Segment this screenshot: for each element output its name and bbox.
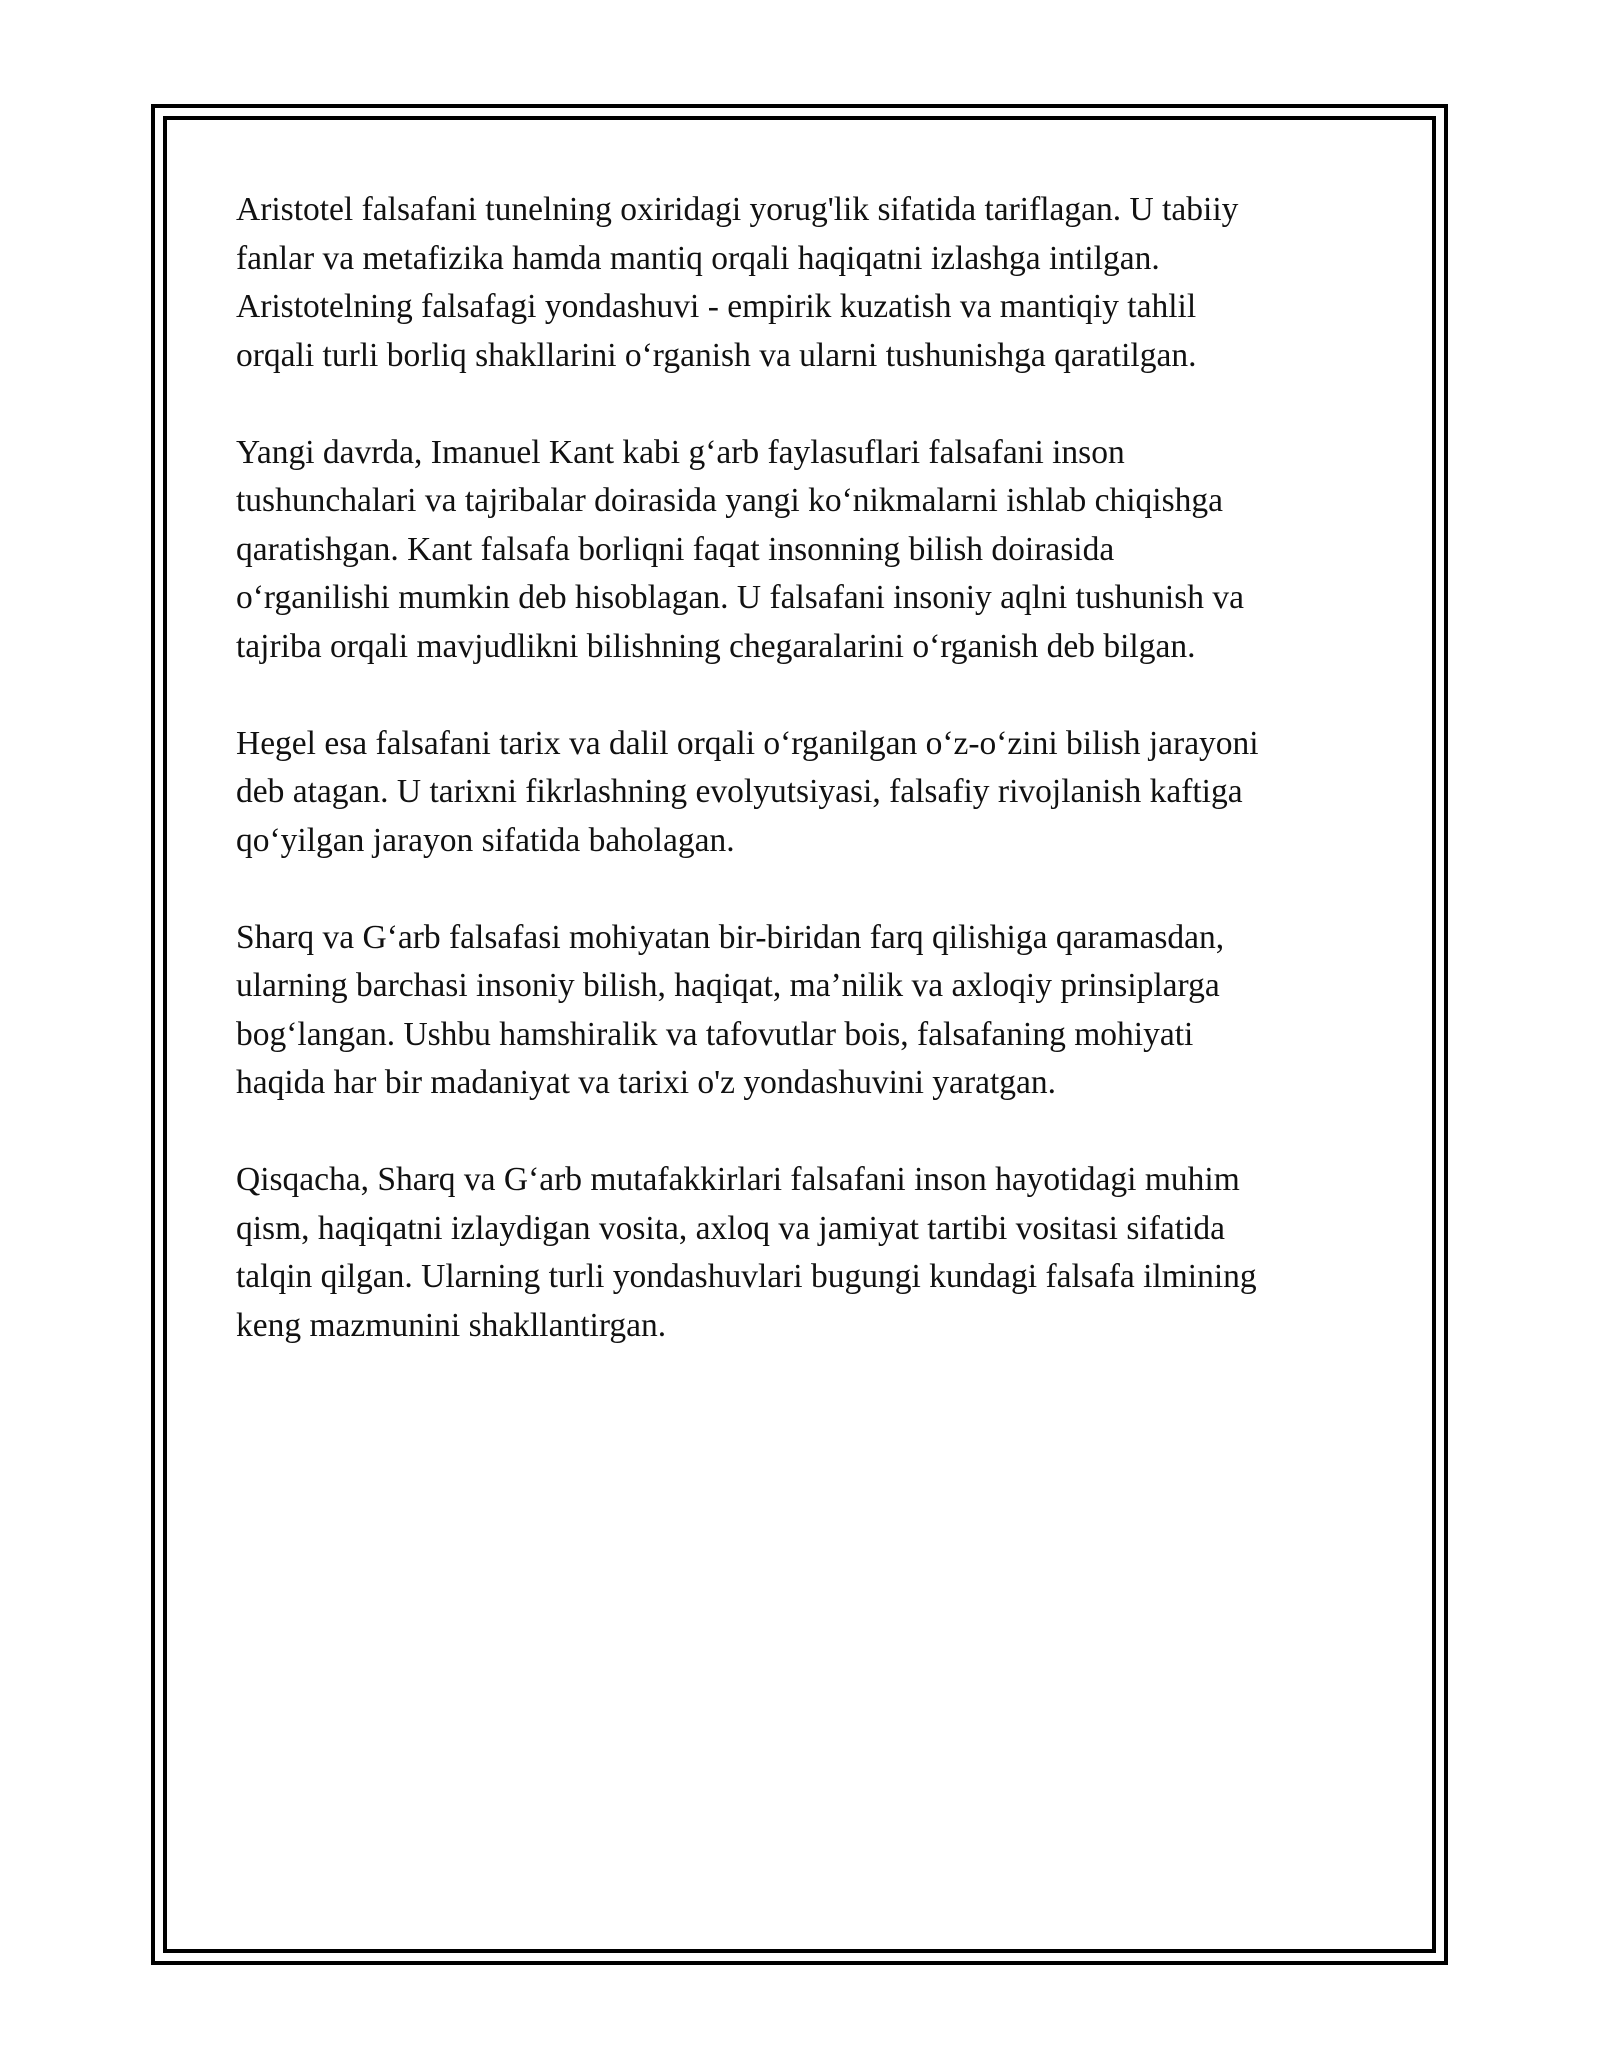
- text-line: o‘rganilishi mumkin deb hisoblagan. U falsafani insoniy aqlni tushunish va: [236, 579, 1244, 616]
- text-line: tushunchalari va tajribalar doirasida yangi ko‘nikmalarni ishlab chiqishga: [236, 482, 1224, 519]
- text-line: orqali turli borliq shakllarini o‘rganish va ularni tushunishga qaratilgan.: [236, 336, 1197, 374]
- text-line: bog‘langan. Ushbu hamshiralik va tafovutlar bois, falsafaning mohiyati: [236, 1015, 1194, 1053]
- text-line: Aristotelning falsafagi yondashuvi - empirik kuzatish va mantiqiy tahlil: [236, 288, 1197, 325]
- text-line: qaratishgan. Kant falsafa borliqni faqat insonning bilish doirasida: [236, 530, 1115, 568]
- text-line: qism, haqiqatni izlaydigan vosita, axloq va jamiyat tartibi vositasi sifatida: [236, 1209, 1225, 1247]
- text-line: fanlar va metafizika hamda mantiq orqali haqiqatni izlashga intilgan.: [236, 239, 1160, 277]
- document-body: [236, 186, 1366, 1399]
- text-line: ularning barchasi insoniy bilish, haqiqat, ma’nilik va axloqiy prinsiplarga: [236, 967, 1220, 1004]
- paragraph-hegel: [236, 720, 1366, 866]
- paragraph-aristotle: [236, 186, 1366, 380]
- text-line: qo‘yilgan jarayon sifatida baholagan.: [236, 821, 735, 859]
- paragraph-kant: [236, 429, 1366, 672]
- text-line: Yangi davrda, Imanuel Kant kabi g‘arb faylasuflari falsafani inson: [236, 433, 1125, 471]
- text-line: haqida har bir madaniyat va tarixi o'z yondashuvini yaratgan.: [236, 1064, 1056, 1101]
- text-line: deb atagan. U tarixni fikrlashning evolyutsiyasi, falsafiy rivojlanish kaftiga: [236, 773, 1243, 810]
- text-line: talqin qilgan. Ularning turli yondashuvlari bugungi kundagi falsafa ilmining: [236, 1258, 1257, 1295]
- text-line: keng mazmunini shakllantirgan.: [236, 1306, 667, 1344]
- text-line: Sharq va G‘arb falsafasi mohiyatan bir-biridan farq qilishiga qaramasdan,: [236, 918, 1225, 956]
- text-line: Qisqacha, Sharq va G‘arb mutafakkirlari falsafani inson hayotidagi muhim: [236, 1161, 1240, 1198]
- paragraph-conclusion: [236, 1156, 1366, 1350]
- paragraph-east-west: [236, 914, 1366, 1108]
- text-line: Hegel esa falsafani tarix va dalil orqali o‘rganilgan o‘z-o‘zini bilish jarayoni: [236, 724, 1259, 762]
- text-line: Aristotel falsafani tunelning oxiridagi yorug'lik sifatida tariflagan. U tabiiy: [236, 191, 1239, 228]
- text-line: tajriba orqali mavjudlikni bilishning chegaralarini o‘rganish deb bilgan.: [236, 627, 1196, 665]
